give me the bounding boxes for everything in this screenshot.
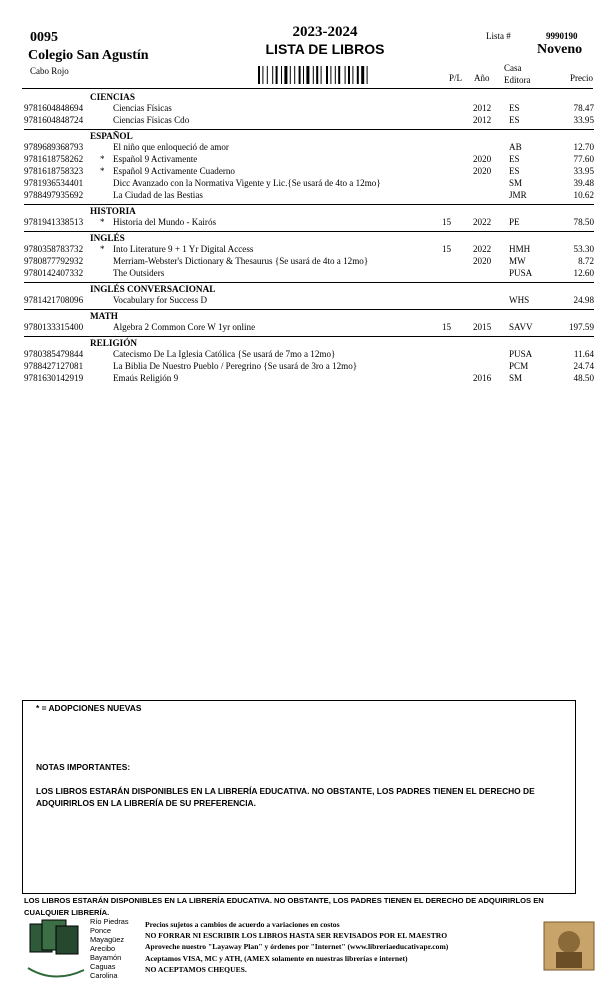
barcode-bar	[262, 66, 263, 84]
barcode-bar	[357, 66, 359, 84]
barcode	[258, 66, 392, 84]
book-isbn: 9781630142919	[24, 373, 84, 383]
book-publisher: ES	[509, 115, 520, 125]
barcode-bar	[345, 66, 346, 84]
purchase-term: NO FORRAR NI ESCRIBIR LOS LIBROS HASTA SER REVISADOS POR EL MAESTRO	[145, 931, 448, 941]
book-price: 39.48	[573, 178, 594, 188]
store-location: Arecibo	[90, 944, 116, 953]
column-header-publisher-line1: Casa	[504, 63, 522, 73]
book-title: Dicc Avanzado con la Normativa Vigente y Lic.{Se usará de 4to a 12mo}	[113, 178, 381, 188]
barcode-bar	[306, 66, 309, 84]
book-price: 11.64	[573, 349, 594, 359]
book-title: Ciencias Físicas Cdo	[113, 115, 190, 125]
book-price: 53.30	[573, 244, 594, 254]
book-isbn: 9781618758262	[24, 154, 84, 164]
store-location: Río Piedras	[90, 917, 129, 926]
section-title: ESPAÑOL	[90, 131, 133, 141]
column-header-publisher-line2: Editora	[504, 75, 531, 85]
book-row	[24, 255, 594, 267]
barcode-bar	[338, 66, 340, 84]
purchase-term: Aproveche nuestro "Layaway Plan" y órdenes por "Internet" (www.libreriaeducativapr.com)	[145, 942, 449, 952]
book-row	[24, 102, 594, 114]
book-isbn: 9780385479844	[24, 349, 84, 359]
book-row	[24, 141, 594, 153]
book-price: 24.74	[573, 361, 594, 371]
barcode-bar	[330, 66, 331, 84]
book-section	[24, 309, 594, 333]
book-publisher: AB	[509, 142, 522, 152]
book-price: 10.62	[573, 190, 594, 200]
list-number: 9990190	[546, 31, 578, 41]
book-year: 2012	[473, 115, 492, 125]
footer-warning: LOS LIBROS ESTARÁN DISPONIBLES EN LA LIBRERÍA EDUCATIVA. NO OBSTANTE, LOS PADRES TIENEN EL DERECHO DE ADQUIRIRLOS EN CUALQUIER LIBRERÍA.	[24, 896, 544, 917]
barcode-bar	[361, 66, 364, 84]
book-section	[24, 282, 594, 306]
important-notes-text: LOS LIBROS ESTARÁN DISPONIBLES EN LA LIBRERÍA EDUCATIVA. NO OBSTANTE, LOS PADRES TIENEN EL DERECHO DE ADQUIRIRLOS EN LA LIBRERÍA DE SU PREFERENCIA.	[36, 786, 535, 808]
book-title: La Ciudad de las Bestias	[113, 190, 203, 200]
book-title: Historia del Mundo - Kairós	[113, 217, 217, 227]
book-isbn: 9781618758323	[24, 166, 84, 176]
book-title: Español 9 Activamente Cuaderno	[113, 166, 235, 176]
book-row	[24, 267, 594, 279]
book-publisher: PUSA	[509, 349, 533, 359]
new-adoptions-legend: * = ADOPCIONES NUEVAS	[36, 703, 142, 713]
book-title: La Biblia De Nuestro Pueblo / Peregrino {Se usará de 3ro a 12mo}	[113, 361, 358, 371]
book-title: Vocabulary for Success D	[113, 295, 208, 305]
section-title: INGLÉS	[90, 233, 125, 243]
book-isbn: 9780358783732	[24, 244, 84, 254]
book-publisher: JMR	[509, 190, 527, 200]
book-row	[24, 372, 594, 384]
notes-box	[22, 700, 576, 894]
section-title: MATH	[90, 311, 118, 321]
barcode-bar	[299, 66, 301, 84]
book-price: 33.95	[573, 166, 594, 176]
book-year: 2022	[473, 244, 492, 254]
book-price: 33.95	[573, 115, 594, 125]
book-section	[24, 204, 594, 228]
book-price: 8.72	[578, 256, 594, 266]
purchase-term: NO ACEPTAMOS CHEQUES.	[145, 964, 247, 974]
book-year: 2020	[473, 154, 492, 164]
book-year: 2012	[473, 103, 492, 113]
barcode-bar	[303, 66, 304, 84]
barcode-bar	[335, 66, 336, 84]
book-section	[24, 129, 594, 201]
column-header-publisher	[504, 62, 531, 86]
book-row	[24, 243, 594, 255]
book-title: Catecismo De La Iglesia Católica {Se usará de 7mo a 12mo}	[113, 349, 336, 359]
barcode-bar	[326, 66, 328, 84]
book-price: 78.47	[573, 103, 594, 113]
book-isbn: 9781604848694	[24, 103, 84, 113]
book-year: 2022	[473, 217, 492, 227]
book-star: *	[100, 166, 105, 176]
book-pl: 15	[442, 217, 452, 227]
book-row	[24, 348, 594, 360]
book-publisher: PUSA	[509, 268, 533, 278]
book-publisher: SAVV	[509, 322, 533, 332]
book-title: Español 9 Activamente	[113, 154, 198, 164]
list-number-label: Lista #	[486, 31, 511, 41]
book-title: Merriam-Webster's Dictionary & Thesaurus {Se usará de 4to a 12mo}	[113, 256, 369, 266]
barcode-bar	[313, 66, 314, 84]
book-row	[24, 177, 594, 189]
book-isbn: 9780142407332	[24, 268, 84, 278]
page-title: LISTA DE LIBROS	[265, 41, 385, 57]
section-title: HISTORIA	[90, 206, 136, 216]
store-locations	[90, 917, 129, 980]
store-location: Mayagüez	[90, 935, 125, 944]
school-year: 2023-2024	[292, 24, 358, 40]
barcode-bar	[294, 66, 295, 84]
barcode-bar	[352, 66, 353, 84]
book-price: 77.60	[573, 154, 594, 164]
grade-name: Noveno	[537, 42, 583, 57]
book-row	[24, 360, 594, 372]
section-title: INGLÉS CONVERSACIONAL	[90, 284, 216, 294]
school-town: Cabo Rojo	[30, 66, 69, 76]
barcode-bar	[258, 66, 260, 84]
barcode-bar	[272, 66, 273, 84]
book-section	[24, 336, 594, 384]
book-year: 2020	[473, 166, 492, 176]
book-isbn: 9788497935692	[24, 190, 84, 200]
book-row	[24, 216, 594, 228]
store-location: Bayamón	[90, 953, 122, 962]
section-title: CIENCIAS	[90, 92, 135, 102]
book-publisher: SM	[509, 373, 523, 383]
book-title: Into Literature 9 + 1 Yr Digital Access	[113, 244, 254, 254]
book-publisher: WHS	[509, 295, 530, 305]
book-publisher: ES	[509, 154, 520, 164]
book-row	[24, 321, 594, 333]
book-row	[24, 189, 594, 201]
book-publisher: PE	[509, 217, 520, 227]
barcode-bar	[276, 66, 278, 84]
book-pl: 15	[442, 322, 452, 332]
book-isbn: 9788427127081	[24, 361, 84, 371]
barcode-bar	[367, 66, 368, 84]
book-publisher: SM	[509, 178, 523, 188]
barcode-bar	[281, 66, 282, 84]
purchase-term: Precios sujetos a cambios de acuerdo a variaciones en costos	[145, 920, 340, 929]
book-year: 2016	[473, 373, 492, 383]
barcode-bar	[348, 66, 350, 84]
school-name: Colegio San Agustín	[28, 48, 149, 63]
book-title: The Outsiders	[113, 268, 165, 278]
book-star: *	[100, 217, 105, 227]
book-section	[24, 91, 594, 126]
book-row	[24, 294, 594, 306]
book-section	[24, 231, 594, 279]
book-row	[24, 165, 594, 177]
book-row	[24, 153, 594, 165]
store-location: Carolina	[90, 971, 118, 980]
book-isbn: 9789689368793	[24, 142, 84, 152]
barcode-bar	[284, 66, 287, 84]
book-publisher: PCM	[509, 361, 529, 371]
column-header-year: Año	[474, 73, 490, 83]
book-price: 197.59	[568, 322, 594, 332]
barcode-bar	[267, 66, 268, 84]
store-location: Caguas	[90, 962, 116, 971]
libreria-educativa-logo	[24, 918, 94, 983]
hostos-logo	[540, 918, 598, 990]
book-year: 2020	[473, 256, 492, 266]
book-isbn: 9781936534401	[24, 178, 84, 188]
book-price: 12.70	[573, 142, 594, 152]
book-year: 2015	[473, 322, 492, 332]
book-isbn: 9781421708096	[24, 295, 84, 305]
store-location: Ponce	[90, 926, 111, 935]
column-header-pl: P/L	[449, 73, 463, 83]
barcode-bar	[290, 66, 291, 84]
book-price: 78.50	[573, 217, 594, 227]
list-code: 0095	[30, 30, 58, 45]
header-divider	[22, 88, 593, 89]
book-star: *	[100, 154, 105, 164]
book-publisher: HMH	[509, 244, 531, 254]
book-isbn: 9781941338513	[24, 217, 84, 227]
book-row	[24, 114, 594, 126]
barcode-bar	[321, 66, 322, 84]
important-notes-title: NOTAS IMPORTANTES:	[36, 762, 131, 772]
purchase-terms	[145, 919, 448, 975]
purchase-term: Aceptamos VISA, MC y ATH, (AMEX solamente en nuestras librerías e internet)	[145, 953, 408, 963]
book-price: 24.98	[573, 295, 594, 305]
book-price: 48.50	[573, 373, 594, 383]
book-pl: 15	[442, 244, 452, 254]
book-isbn: 9780133315400	[24, 322, 84, 332]
book-price: 12.60	[573, 268, 594, 278]
book-publisher: ES	[509, 103, 520, 113]
book-star: *	[100, 244, 105, 254]
column-header-price: Precio	[570, 73, 593, 83]
book-title: El niño que enloqueció de amor	[113, 142, 229, 152]
book-list	[24, 91, 594, 384]
barcode-bar	[316, 66, 318, 84]
section-title: RELIGIÓN	[90, 338, 137, 348]
book-isbn: 9780877792932	[24, 256, 84, 266]
book-publisher: ES	[509, 166, 520, 176]
book-isbn: 9781604848724	[24, 115, 84, 125]
book-title: Emaús Religión 9	[113, 373, 179, 383]
book-title: Algebra 2 Common Core W 1yr online	[113, 322, 256, 332]
book-title: Ciencias Físicas	[113, 103, 172, 113]
book-publisher: MW	[509, 256, 526, 266]
